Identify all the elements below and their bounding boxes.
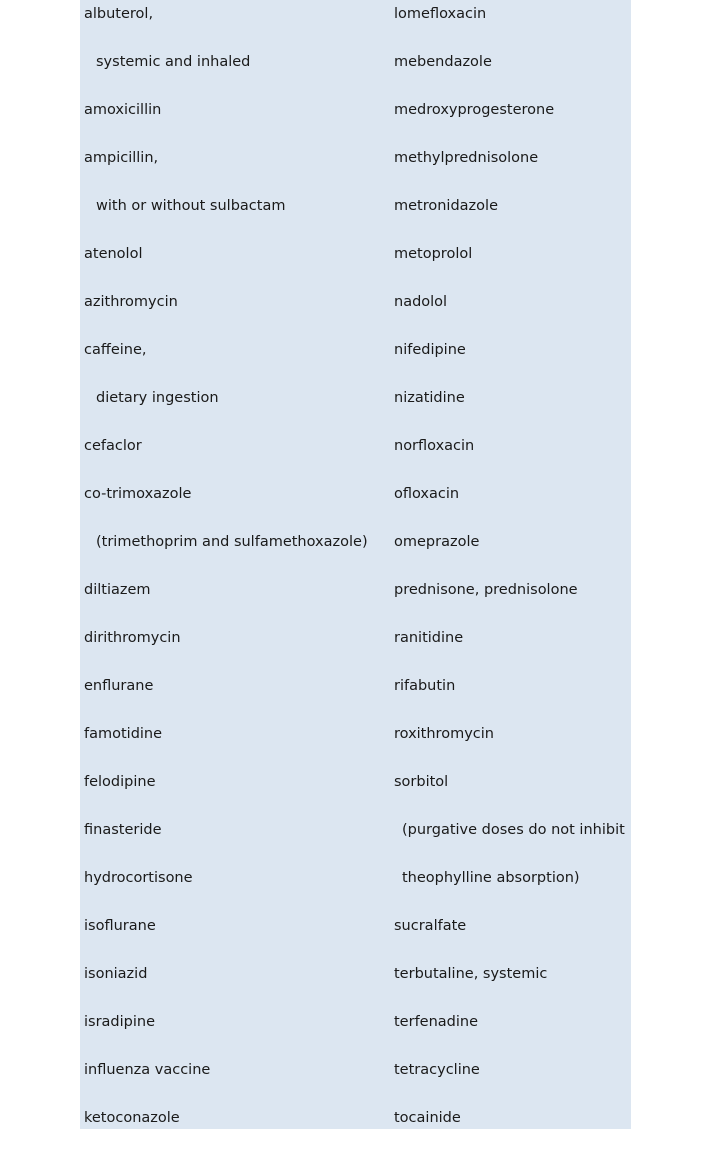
drug-list-item: mebendazole [394, 54, 492, 70]
drug-list-item: sorbitol [394, 774, 449, 790]
drug-list-item: ampicillin, [84, 150, 159, 166]
drug-list-item: metronidazole [394, 198, 498, 214]
drug-list-item: nifedipine [394, 342, 466, 358]
drug-list-item: isoniazid [84, 966, 148, 982]
drug-list-item: hydrocortisone [84, 870, 193, 886]
left-drug-column [84, 0, 368, 1152]
drug-list-item: tetracycline [394, 1062, 480, 1078]
drug-list-item: diltiazem [84, 582, 151, 598]
drug-list-item: amoxicillin [84, 102, 162, 118]
drug-list-item: metoprolol [394, 246, 473, 262]
drug-list-item: cefaclor [84, 438, 142, 454]
drug-list-item: dietary ingestion [96, 390, 219, 406]
drug-list-item: theophylline absorption) [402, 870, 580, 886]
drug-list-item: ketoconazole [84, 1110, 180, 1126]
drug-list-item: famotidine [84, 726, 163, 742]
drug-list-item: sucralfate [394, 918, 467, 934]
drug-list-item: (trimethoprim and sulfamethoxazole) [96, 534, 368, 550]
drug-list-item: with or without sulbactam [96, 198, 286, 214]
drug-list-item: isoflurane [84, 918, 156, 934]
drug-list-item: co-trimoxazole [84, 486, 192, 502]
drug-list-item: roxithromycin [394, 726, 494, 742]
drug-list-item: terbutaline, systemic [394, 966, 548, 982]
drug-list-item: finasteride [84, 822, 162, 838]
right-drug-column [394, 0, 625, 1152]
drug-list-item: lomefloxacin [394, 6, 487, 22]
drug-list-item: terfenadine [394, 1014, 479, 1030]
drug-list-item: medroxyprogesterone [394, 102, 555, 118]
drug-list-item: influenza vaccine [84, 1062, 211, 1078]
drug-list-item: azithromycin [84, 294, 178, 310]
drug-list-item: norfloxacin [394, 438, 475, 454]
drug-list-item: felodipine [84, 774, 156, 790]
drug-list-item: albuterol, [84, 6, 154, 22]
drug-list-item: nadolol [394, 294, 448, 310]
drug-list-item: isradipine [84, 1014, 156, 1030]
drug-list-item: ranitidine [394, 630, 464, 646]
drug-list-item: atenolol [84, 246, 143, 262]
drug-list-item: systemic and inhaled [96, 54, 251, 70]
drug-list-item: caffeine, [84, 342, 147, 358]
drug-list-item: ofloxacin [394, 486, 460, 502]
drug-list-item: nizatidine [394, 390, 465, 406]
drug-list-item: rifabutin [394, 678, 456, 694]
drug-list-item: (purgative doses do not inhibit [402, 822, 625, 838]
drug-list-item: omeprazole [394, 534, 480, 550]
drug-list-item: prednisone, prednisolone [394, 582, 578, 598]
drug-list-item: enflurane [84, 678, 154, 694]
drug-list-item: methylprednisolone [394, 150, 539, 166]
drug-list-item: dirithromycin [84, 630, 181, 646]
drug-list-item: tocainide [394, 1110, 461, 1126]
